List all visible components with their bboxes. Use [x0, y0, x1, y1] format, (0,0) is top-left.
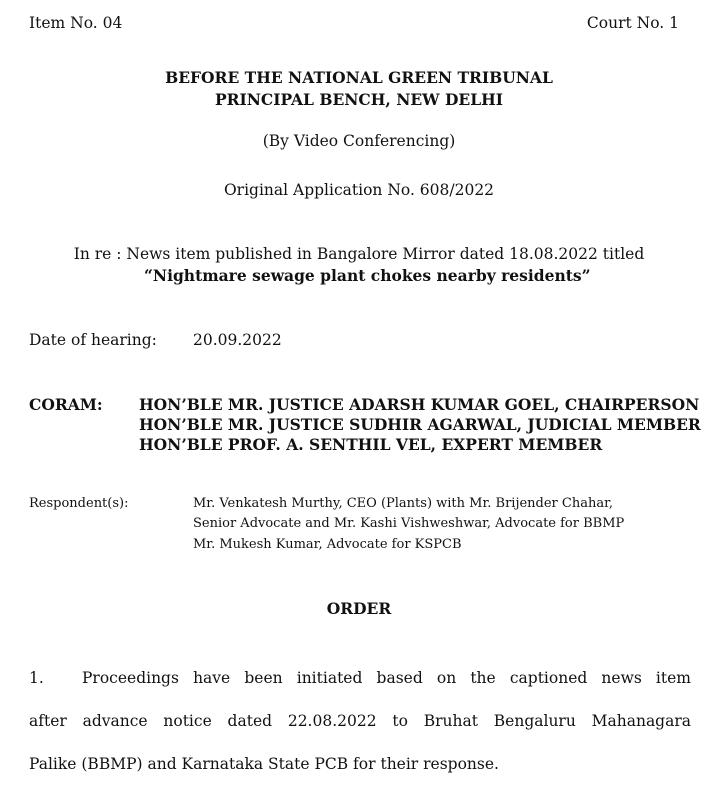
- respondent-line: Mr. Mukesh Kumar, Advocate for KSPCB: [193, 537, 462, 552]
- coram-label: CORAM:: [29, 395, 103, 414]
- application-number: Original Application No. 608/2022: [223, 181, 495, 199]
- hearing-date-label: Date of hearing:: [29, 331, 157, 349]
- hearing-mode: (By Video Conferencing): [262, 132, 456, 150]
- paragraph-line: Proceedings have been initiated based on the captioned news item: [82, 669, 691, 687]
- respondents-label: Respondent(s):: [29, 496, 129, 511]
- tribunal-title: BEFORE THE NATIONAL GREEN TRIBUNAL: [165, 68, 553, 87]
- coram-member: HON’BLE MR. JUSTICE ADARSH KUMAR GOEL, CHAIRPERSON: [139, 395, 700, 414]
- court-number: Court No. 1: [586, 14, 679, 32]
- coram-member: HON’BLE PROF. A. SENTHIL VEL, EXPERT MEMBER: [139, 435, 603, 454]
- news-item-title: “Nightmare sewage plant chokes nearby residents”: [144, 266, 591, 285]
- in-re-line: In re : News item published in Bangalore Mirror dated 18.08.2022 titled: [73, 245, 645, 263]
- paragraph-line: after advance notice dated 22.08.2022 to Bruhat Bengaluru Mahanagara: [29, 712, 691, 730]
- coram-member: HON’BLE MR. JUSTICE SUDHIR AGARWAL, JUDICIAL MEMBER: [139, 415, 701, 434]
- paragraph-line: Palike (BBMP) and Karnataka State PCB for their response.: [29, 755, 499, 773]
- respondent-line: Mr. Venkatesh Murthy, CEO (Plants) with Mr. Brijender Chahar,: [193, 496, 614, 511]
- respondent-line: Senior Advocate and Mr. Kashi Vishweshwar, Advocate for BBMP: [193, 516, 625, 531]
- paragraph-number: 1.: [29, 669, 44, 687]
- hearing-date: 20.09.2022: [193, 331, 282, 349]
- order-heading: ORDER: [326, 599, 392, 618]
- item-number: Item No. 04: [29, 14, 123, 32]
- bench-title: PRINCIPAL BENCH, NEW DELHI: [214, 90, 504, 109]
